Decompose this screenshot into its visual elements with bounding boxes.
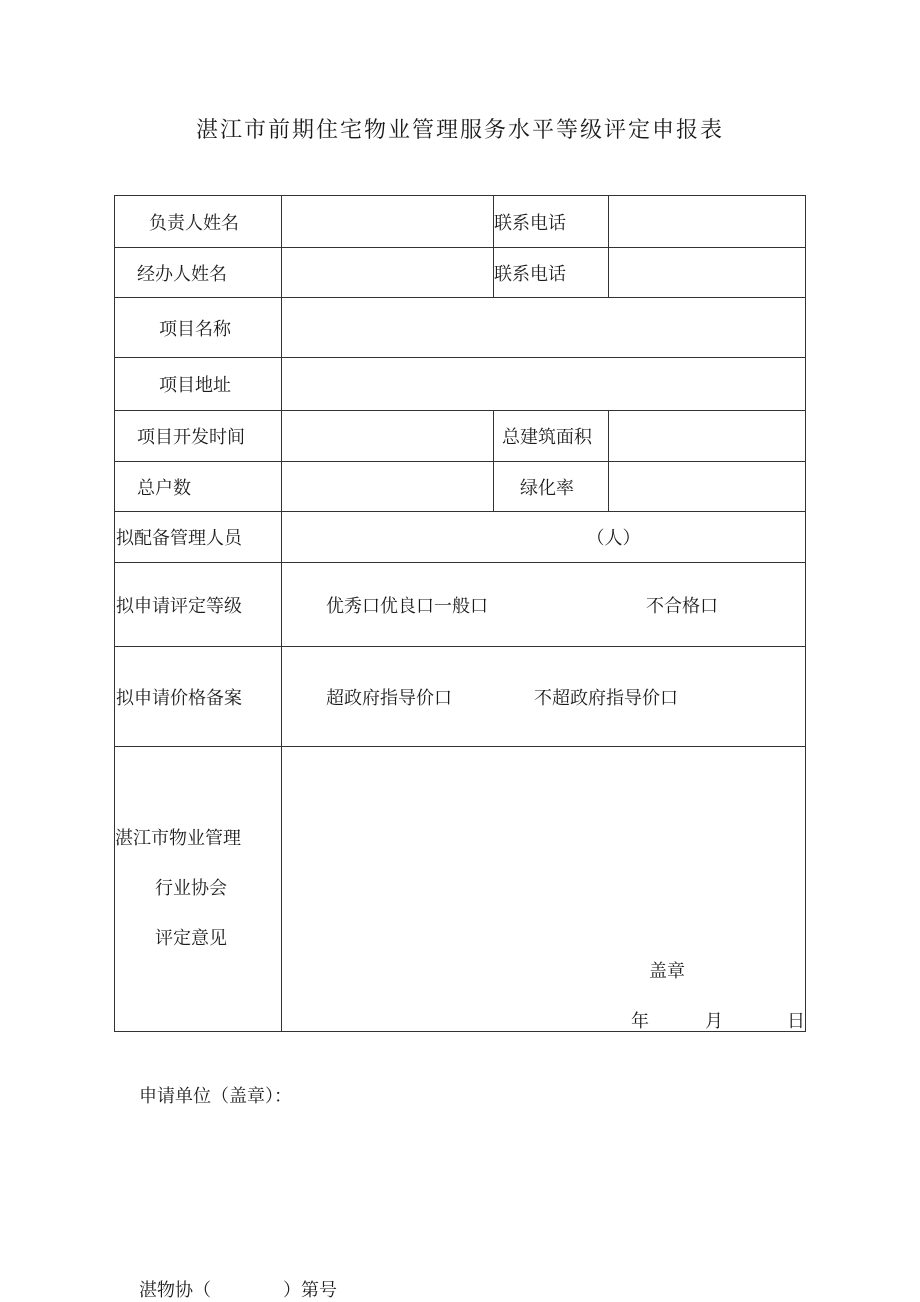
dev-time-field[interactable] bbox=[282, 411, 494, 462]
row-head bbox=[115, 196, 806, 248]
row-price bbox=[115, 647, 806, 747]
row-project-name bbox=[115, 298, 806, 358]
row-opinion bbox=[115, 747, 806, 1032]
handler-phone-label: 联系电话 bbox=[494, 248, 609, 298]
row-staff bbox=[115, 512, 806, 563]
handler-phone-field[interactable] bbox=[609, 248, 806, 298]
opinion-label-line-1: 湛江市物业管理 bbox=[115, 828, 241, 849]
households-field[interactable] bbox=[282, 462, 494, 512]
head-phone-label: 联系电话 bbox=[494, 196, 609, 248]
staff-label: 拟配备管理人员 bbox=[115, 512, 282, 563]
head-name-field[interactable] bbox=[282, 196, 494, 248]
price-options-cell bbox=[282, 647, 806, 747]
handler-name-field[interactable] bbox=[282, 248, 494, 298]
page-title: 湛江市前期住宅物业管理服务水平等级评定申报表 bbox=[195, 118, 724, 143]
application-form-table bbox=[114, 195, 806, 1032]
dev-time-label: 项目开发时间 bbox=[115, 411, 282, 462]
handler-name-label: 经办人姓名 bbox=[115, 248, 282, 298]
project-address-field[interactable] bbox=[282, 358, 806, 411]
row-households bbox=[115, 462, 806, 512]
document-number: 湛物协（ ）第号 bbox=[139, 1280, 337, 1301]
day-text: 日 bbox=[787, 1011, 805, 1032]
households-label: 总户数 bbox=[115, 462, 282, 512]
seal-text: 盖章 bbox=[649, 961, 685, 982]
green-rate-field[interactable] bbox=[609, 462, 806, 512]
price-option-above[interactable]: 超政府指导价口 bbox=[326, 687, 452, 709]
opinion-label bbox=[115, 747, 282, 1032]
grade-label: 拟申请评定等级 bbox=[115, 563, 282, 647]
month-text: 月 bbox=[705, 1011, 723, 1032]
year-text: 年 bbox=[631, 1011, 649, 1032]
apply-unit-label: 申请单位（盖章）： bbox=[139, 1086, 292, 1107]
grade-option-fail[interactable]: 不合格口 bbox=[646, 595, 718, 617]
project-address-label: 项目地址 bbox=[115, 358, 282, 411]
head-phone-field[interactable] bbox=[609, 196, 806, 248]
grade-options-good[interactable]: 优秀口优良口一般口 bbox=[326, 595, 488, 617]
opinion-label-line-2: 行业协会 bbox=[155, 878, 227, 899]
price-option-not-above[interactable]: 不超政府指导价口 bbox=[534, 687, 678, 709]
project-name-field[interactable] bbox=[282, 298, 806, 358]
staff-field[interactable] bbox=[282, 512, 806, 563]
project-name-label: 项目名称 bbox=[115, 298, 282, 358]
green-rate-label: 绿化率 bbox=[494, 462, 609, 512]
opinion-label-line-3: 评定意见 bbox=[155, 928, 227, 949]
grade-options-cell bbox=[282, 563, 806, 647]
opinion-field[interactable] bbox=[282, 747, 806, 1032]
total-area-field[interactable] bbox=[609, 411, 806, 462]
total-area-label: 总建筑面积 bbox=[494, 411, 609, 462]
staff-unit: （人） bbox=[586, 528, 641, 549]
row-handler bbox=[115, 248, 806, 298]
row-dev-time bbox=[115, 411, 806, 462]
price-label: 拟申请价格备案 bbox=[115, 647, 282, 747]
head-name-label: 负责人姓名 bbox=[115, 196, 282, 248]
row-project-address bbox=[115, 358, 806, 411]
row-grade bbox=[115, 563, 806, 647]
